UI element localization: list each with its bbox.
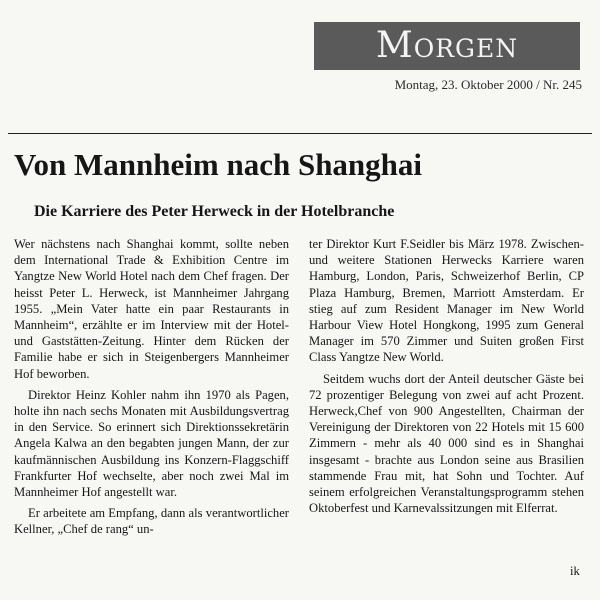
article-subheadline: Die Karriere des Peter Herweck in der Hotelbranche bbox=[34, 203, 395, 220]
author-signature: ik bbox=[570, 564, 580, 578]
paragraph: Seitdem wuchs dort der Anteil deutscher Gäste bei 72 prozentiger Belegung von zwei auf acht Prozent. Herweck,Chef von 900 Angestellten, Chairman der Vereinigung der Direktoren von 22 Hotels mit 15 600 Zimmern - mehr als 40 000 sind es in Shanghai insgesamt - brachte aus London seine aus Brasilien stammende Frau mit, hat Sohn und Tochter. Auf seinem erfolgreichen Veranstaltungsprogramm stehen Oktoberfest und Karnevalssitzungen mit Elferrat. bbox=[309, 371, 584, 516]
paragraph: ter Direktor Kurt F.Seidler bis März 1978. Zwischen- und weitere Stationen Herwecks Karriere waren Hamburg, London, Paris, Schweizerhof Berlin, CP Plaza Hamburg, Bremen, Marriott Amsterdam. Er stieg auf zum Resident Manager im New World Harbour View Hotel Hongkong, 1995 zum General Manager im 570 Zimmer und Suiten großen First Class Yangtze New World. bbox=[309, 237, 584, 365]
article-column-left bbox=[14, 236, 289, 543]
article-column-right bbox=[309, 236, 584, 521]
paragraph: Er arbeitete am Empfang, dann als verantwortlicher Kellner, „Chef de rang“ un- bbox=[14, 506, 289, 537]
article-headline: Von Mannheim nach Shanghai bbox=[14, 147, 423, 182]
masthead-logo: Morgen bbox=[314, 22, 580, 70]
paragraph: Direktor Heinz Kohler nahm ihn 1970 als Pagen, holte ihn nach sechs Monaten mit Ausbildungsvertrag in den Service. So erinnert sich Direktionssekretärin Angela Kalwa an den begabten jungen Mann, der zur kaufmännischen Ausbildung ins Konzern-Flaggschiff Frankfurter Hof wechselte, aber noch zwei Mal im Mannheimer Hof angestellt war. bbox=[14, 387, 289, 500]
divider-rule bbox=[8, 133, 592, 134]
paragraph: Wer nächstens nach Shanghai kommt, sollte neben dem International Trade & Exhibition Centre im Yangtze New World Hotel nach dem Chef fragen. Der heisst Peter L. Herweck, ist Mannheimer Jahrgang 1955. „Mein Vater hatte ein paar Restaurants in Mannheim“, erzählte er im Interview mit der Hotel-und Gaststätten-Zeitung. Hinter dem Rücken der Familie habe er sich in Steigenbergers Mannheimer Hof beworben. bbox=[14, 237, 289, 381]
dateline: Montag, 23. Oktober 2000 / Nr. 245 bbox=[394, 77, 582, 92]
